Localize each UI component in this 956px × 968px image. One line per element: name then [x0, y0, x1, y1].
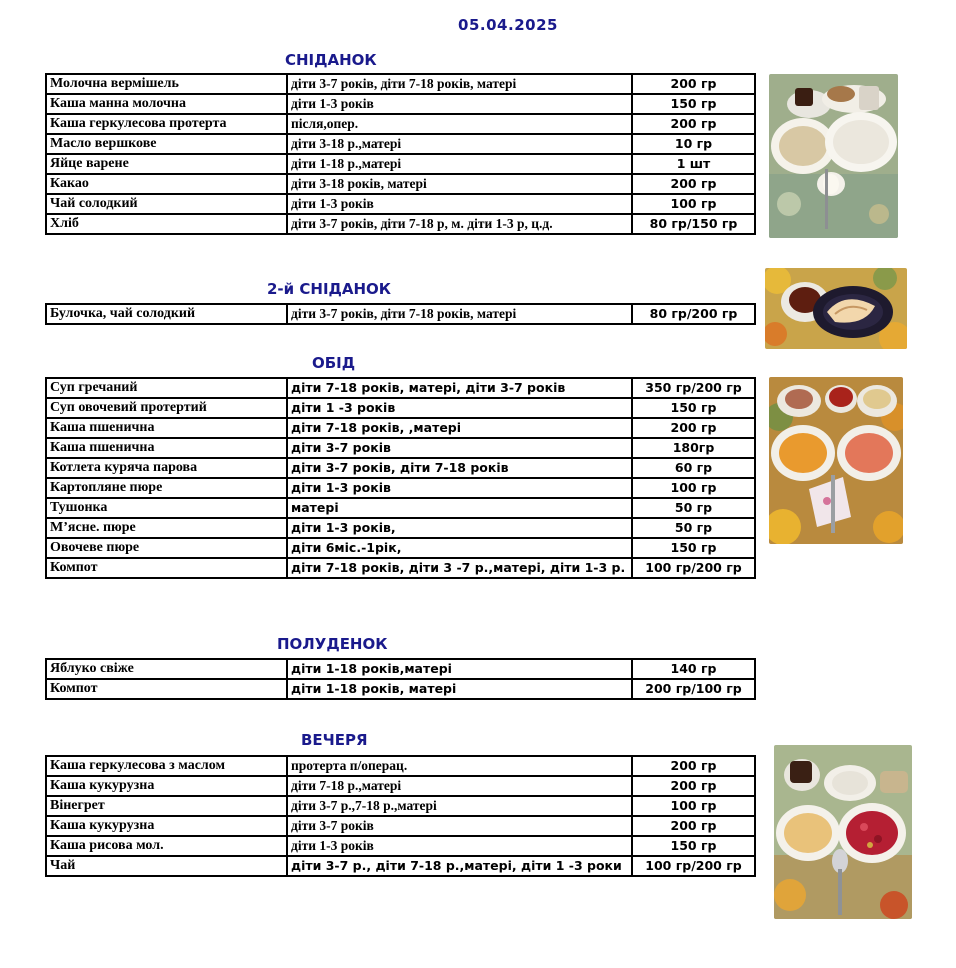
portion-size: 100 гр/200 гр	[632, 856, 755, 876]
consumer-group: діти 1-3 років	[287, 194, 632, 214]
portion-size: 100 гр	[632, 796, 755, 816]
table-row	[46, 134, 755, 154]
consumer-group: діти 1-18 р.,матері	[287, 154, 632, 174]
portion-size: 150 гр	[632, 538, 755, 558]
consumer-group: діти 1-3 років	[287, 478, 632, 498]
dish-name: Каша рисова мол.	[46, 836, 287, 856]
dish-name: Булочка, чай солодкий	[46, 304, 287, 324]
lunch-table	[45, 377, 756, 579]
portion-size: 200 гр	[632, 418, 755, 438]
portion-size: 100 гр	[632, 194, 755, 214]
afternoon-snack-table	[45, 658, 756, 700]
consumer-group: діти 3-18 р.,матері	[287, 134, 632, 154]
table-row	[46, 304, 755, 324]
second-breakfast-photo	[765, 268, 907, 349]
portion-size: 80 гр/150 гр	[632, 214, 755, 234]
consumer-group: діти 1-3 років	[287, 94, 632, 114]
section-title-lunch: ОБІД	[312, 354, 356, 372]
consumer-group: діти 3-7 років, діти 7-18 р, м. діти 1-3 р, ц.д.	[287, 214, 632, 234]
dish-name: Котлета куряча парова	[46, 458, 287, 478]
table-row	[46, 816, 755, 836]
portion-size: 180гр	[632, 438, 755, 458]
dish-name: Каша кукурузна	[46, 816, 287, 836]
breakfast-photo	[769, 74, 898, 238]
dish-name: Хліб	[46, 214, 287, 234]
lunch-photo	[769, 377, 903, 544]
table-row	[46, 756, 755, 776]
dish-name: Компот	[46, 558, 287, 578]
portion-size: 150 гр	[632, 836, 755, 856]
consumer-group: діти 3-7 р.,7-18 р.,матері	[287, 796, 632, 816]
portion-size: 140 гр	[632, 659, 755, 679]
portion-size: 50 гр	[632, 518, 755, 538]
section-title-breakfast: СНІДАНОК	[285, 51, 377, 69]
section-title-afternoon-snack: ПОЛУДЕНОК	[277, 635, 388, 653]
dish-name: Каша манна молочна	[46, 94, 287, 114]
breakfast-table	[45, 73, 756, 235]
dish-name: Яблуко свіже	[46, 659, 287, 679]
consumer-group: діти 1-18 років,матері	[287, 659, 632, 679]
consumer-group: діти 3-7 років, діти 7-18 років	[287, 458, 632, 478]
dish-name: Каша пшенична	[46, 438, 287, 458]
consumer-group: діти 1-3 років,	[287, 518, 632, 538]
portion-size: 200 гр	[632, 114, 755, 134]
dish-name: Каша геркулесова протерта	[46, 114, 287, 134]
table-row	[46, 796, 755, 816]
dish-name: Масло вершкове	[46, 134, 287, 154]
consumer-group: діти 7-18 років, ,матері	[287, 418, 632, 438]
dish-name: Тушонка	[46, 498, 287, 518]
dinner-table	[45, 755, 756, 877]
portion-size: 100 гр/200 гр	[632, 558, 755, 578]
table-row	[46, 458, 755, 478]
table-row	[46, 214, 755, 234]
second-breakfast-table	[45, 303, 756, 325]
portion-size: 200 гр	[632, 776, 755, 796]
dish-name: Суп гречаний	[46, 378, 287, 398]
dish-name: Чай солодкий	[46, 194, 287, 214]
portion-size: 150 гр	[632, 398, 755, 418]
dish-name: Какао	[46, 174, 287, 194]
dish-name: Компот	[46, 679, 287, 699]
dish-name: Овочеве пюре	[46, 538, 287, 558]
table-row	[46, 659, 755, 679]
consumer-group: протерта п/операц.	[287, 756, 632, 776]
consumer-group: діти 3-7 років	[287, 438, 632, 458]
table-row	[46, 378, 755, 398]
dinner-photo	[774, 745, 912, 919]
consumer-group: діти 7-18 років, діти 3 -7 р.,матері, діти 1-3 р.	[287, 558, 632, 578]
portion-size: 1 шт	[632, 154, 755, 174]
consumer-group: діти 1-18 років, матері	[287, 679, 632, 699]
table-row	[46, 558, 755, 578]
table-row	[46, 418, 755, 438]
consumer-group: діти 3-7 р., діти 7-18 р.,матері, діти 1 -3 роки	[287, 856, 632, 876]
table-row	[46, 856, 755, 876]
dish-name: Каша геркулесова з маслом	[46, 756, 287, 776]
portion-size: 200 гр/100 гр	[632, 679, 755, 699]
consumer-group: матері	[287, 498, 632, 518]
table-row	[46, 498, 755, 518]
section-title-dinner: ВЕЧЕРЯ	[301, 731, 368, 749]
dish-name: Молочна вермішель	[46, 74, 287, 94]
table-row	[46, 94, 755, 114]
table-row	[46, 836, 755, 856]
dish-name: Картопляне пюре	[46, 478, 287, 498]
table-row	[46, 538, 755, 558]
table-row	[46, 438, 755, 458]
portion-size: 200 гр	[632, 74, 755, 94]
table-row	[46, 398, 755, 418]
dish-name: Суп овочевий протертий	[46, 398, 287, 418]
portion-size: 50 гр	[632, 498, 755, 518]
portion-size: 10 гр	[632, 134, 755, 154]
consumer-group: діти 3-7 років, діти 7-18 років, матері	[287, 74, 632, 94]
portion-size: 200 гр	[632, 756, 755, 776]
portion-size: 150 гр	[632, 94, 755, 114]
table-row	[46, 518, 755, 538]
portion-size: 200 гр	[632, 816, 755, 836]
consumer-group: діти 3-18 років, матері	[287, 174, 632, 194]
portion-size: 200 гр	[632, 174, 755, 194]
consumer-group: діти 7-18 років, матері, діти 3-7 років	[287, 378, 632, 398]
table-row	[46, 174, 755, 194]
portion-size: 100 гр	[632, 478, 755, 498]
consumer-group: діти 1 -3 років	[287, 398, 632, 418]
table-row	[46, 114, 755, 134]
dish-name: Яйце варене	[46, 154, 287, 174]
dish-name: Каша кукурузна	[46, 776, 287, 796]
consumer-group: після,опер.	[287, 114, 632, 134]
table-row	[46, 776, 755, 796]
portion-size: 350 гр/200 гр	[632, 378, 755, 398]
menu-date: 05.04.2025	[458, 16, 558, 34]
table-row	[46, 478, 755, 498]
consumer-group: діти 3-7 років	[287, 816, 632, 836]
section-title-second-breakfast: 2-й СНІДАНОК	[267, 280, 392, 298]
table-row	[46, 154, 755, 174]
dish-name: Каша пшенична	[46, 418, 287, 438]
dish-name: Вінегрет	[46, 796, 287, 816]
consumer-group: діти 6міс.-1рік,	[287, 538, 632, 558]
table-row	[46, 194, 755, 214]
portion-size: 60 гр	[632, 458, 755, 478]
table-row	[46, 679, 755, 699]
dish-name: Чай	[46, 856, 287, 876]
consumer-group: діти 3-7 років, діти 7-18 років, матері	[287, 304, 632, 324]
table-row	[46, 74, 755, 94]
consumer-group: діти 7-18 р.,матері	[287, 776, 632, 796]
portion-size: 80 гр/200 гр	[632, 304, 755, 324]
consumer-group: діти 1-3 років	[287, 836, 632, 856]
dish-name: М’ясне. пюре	[46, 518, 287, 538]
